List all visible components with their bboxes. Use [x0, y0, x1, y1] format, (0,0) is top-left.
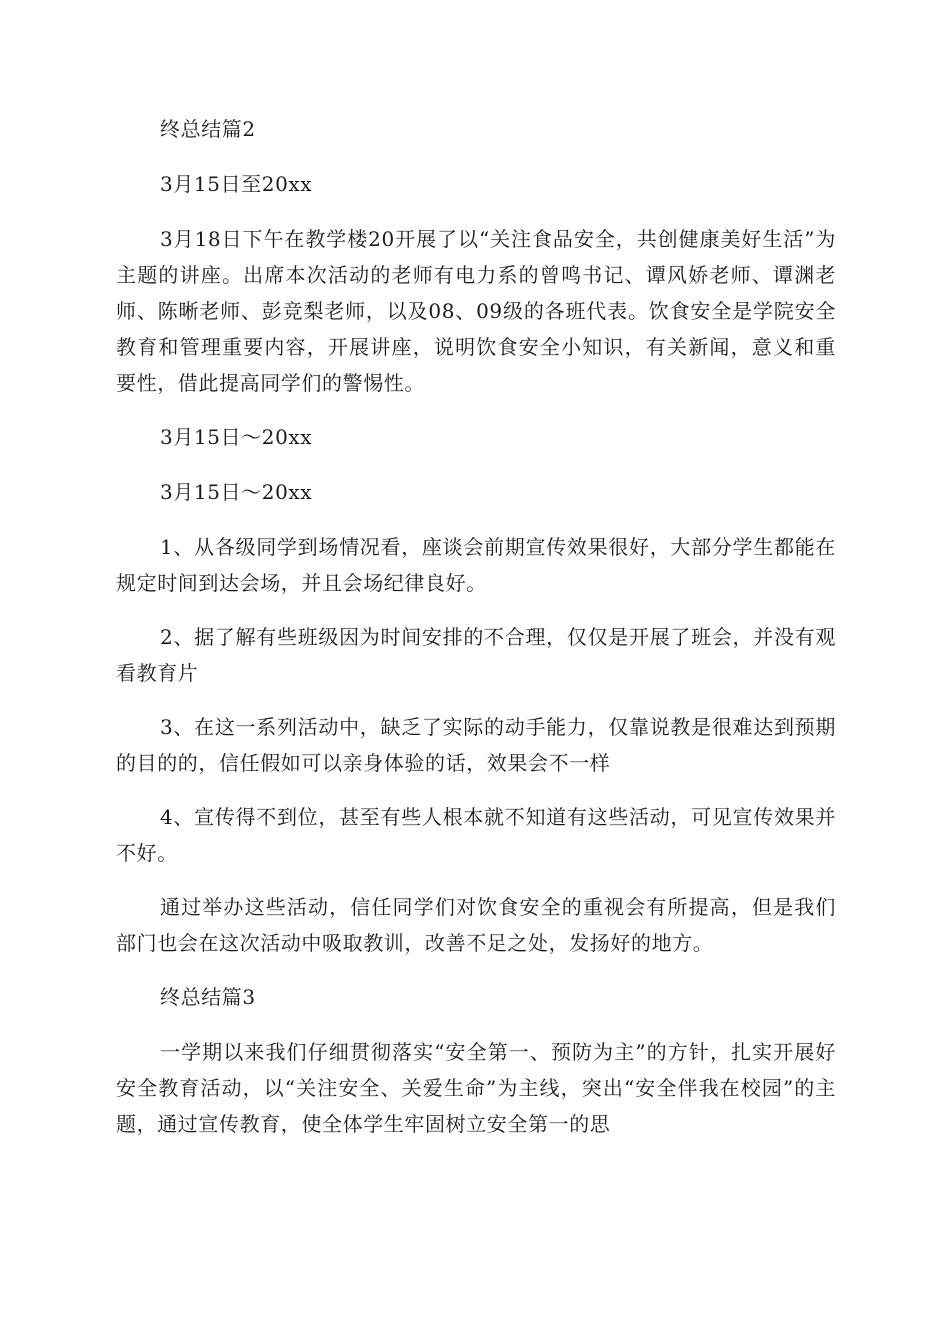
date-line: 3月15日至20xx — [160, 172, 313, 196]
section-heading: 终总结篇2 — [160, 117, 256, 141]
list-item: 3、在这一系列活动中，缺乏了实际的动手能力，仅靠说教是很难达到预期的目的的，信任假如可以亲身体验的话，效果会不一样 — [116, 715, 836, 775]
body-paragraph: 3月18日下午在教学楼20开展了以“关注食品安全，共创健康美好生活”为主题的讲座。出席本次活动的老师有电力系的曾鸣书记、谭风娇老师、谭渊老师、陈晰老师、彭竞梨老师，以及08、09级的各班代表。饮食安全是学院安全教育和管理重要内容，开展讲座，说明饮食安全小知识，有关新闻，意义和重要性，借此提高同学们的警惕性。 — [116, 227, 836, 395]
list-item: 4、宣传得不到位，甚至有些人根本就不知道有这些活动，可见宣传效果并不好。 — [116, 805, 836, 865]
date-line: 3月15日～20xx — [160, 480, 313, 504]
date-line: 3月15日～20xx — [160, 425, 313, 449]
document-body — [116, 111, 836, 1160]
body-paragraph: 一学期以来我们仔细贯彻落实“安全第一、预防为主”的方针，扎实开展好安全教育活动，以“关注安全、关爱生命”为主线，突出“安全伴我在校园”的主题，通过宣传教育，使全体学生牢固树立安全第一的思 — [116, 1040, 836, 1136]
section-heading: 终总结篇3 — [160, 985, 256, 1009]
list-item: 2、据了解有些班级因为时间安排的不合理，仅仅是开展了班会，并没有观看教育片 — [116, 625, 836, 685]
list-item: 1、从各级同学到场情况看，座谈会前期宣传效果很好，大部分学生都能在规定时间到达会场，并且会场纪律良好。 — [116, 535, 836, 595]
body-paragraph: 通过举办这些活动，信任同学们对饮食安全的重视会有所提高，但是我们部门也会在这次活动中吸取教训，改善不足之处，发扬好的地方。 — [116, 895, 836, 955]
